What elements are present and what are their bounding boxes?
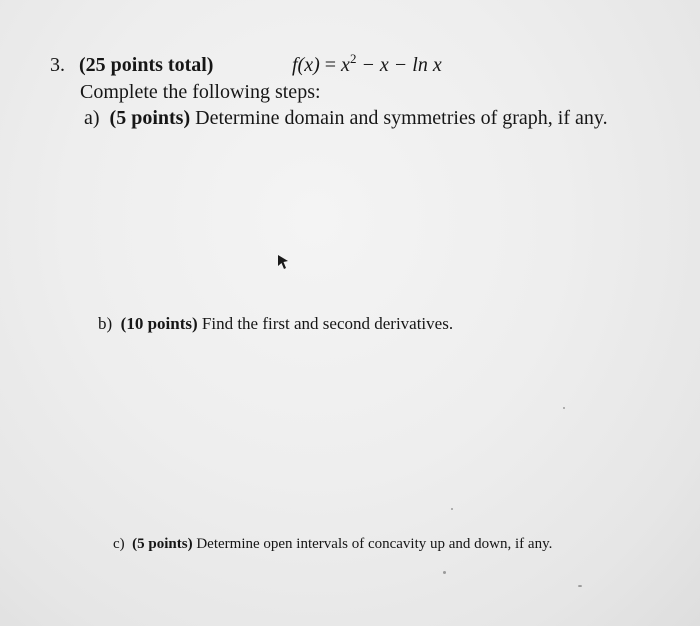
formula-rest: − x − ln x [356,54,442,76]
part-a [84,108,608,128]
paper-speck [443,571,446,574]
formula-exponent: 2 [349,51,357,66]
part-b-points: (10 points) [120,314,198,333]
paper-speck [578,585,582,587]
paper-speck [563,407,565,409]
part-b-text: Find the first and second derivatives. [201,314,454,333]
part-b-marker: b) [98,314,113,333]
part-a-points: (5 points) [109,107,191,129]
part-b [98,315,453,332]
part-c-points: (5 points) [132,536,193,552]
instructions-text: Complete the following steps: [80,81,321,103]
formula-lhs: f(x) [292,54,320,76]
formula-base: x [341,54,350,76]
paper-speck [451,508,453,510]
part-c [113,537,552,552]
part-a-marker: a) [84,107,100,129]
part-c-marker: c) [113,536,125,552]
formula-equals: = [319,54,342,76]
question-points: (25 points total) [79,54,214,76]
function-formula [292,51,442,76]
part-a-text: Determine domain and symmetries of graph, if any. [195,107,608,129]
pointer-cursor-icon [276,254,290,272]
part-c-text: Determine open intervals of concavity up and down, if any. [196,536,553,552]
question-number: 3. [50,54,65,76]
